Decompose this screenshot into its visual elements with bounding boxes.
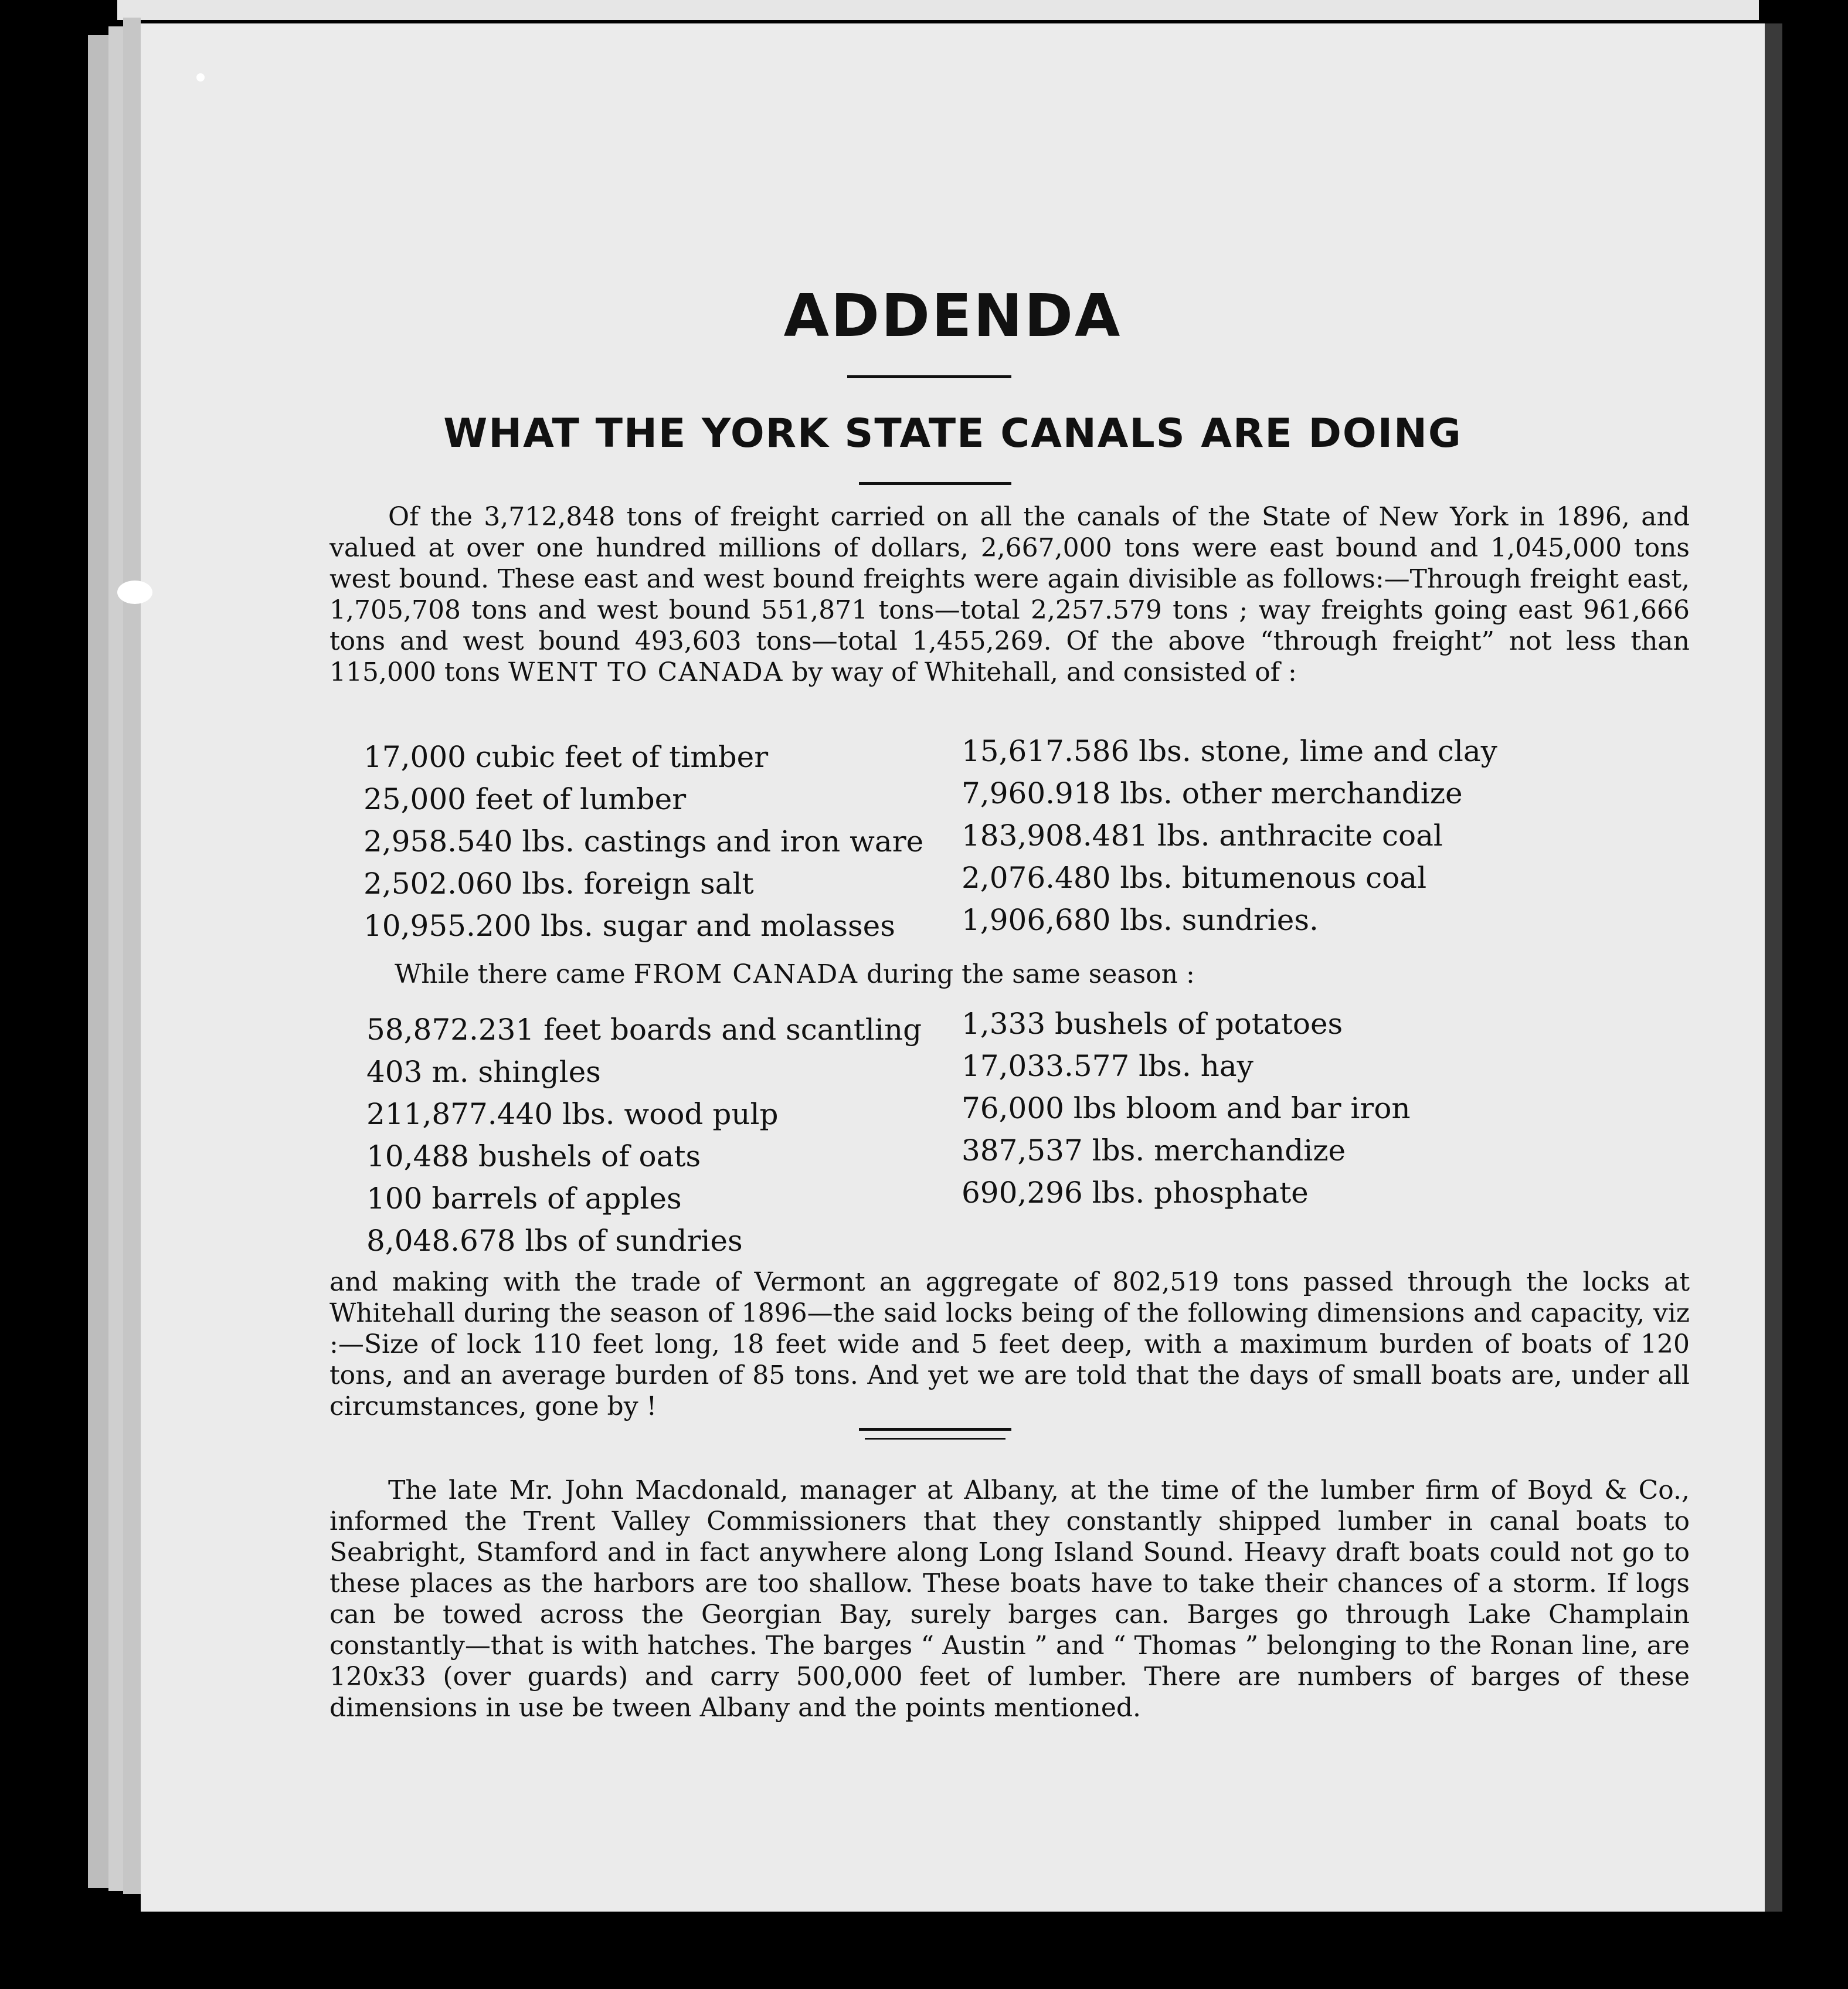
list-item: 387,537 lbs. merchandize [962, 1133, 1346, 1167]
title-divider [847, 375, 1011, 378]
to-canada-list-right [962, 730, 1497, 941]
scan-speck [196, 73, 205, 82]
list-item: 1,333 bushels of potatoes [962, 1007, 1343, 1041]
aggregate-paragraph: and making with the trade of Vermont an aggregate of 802,519 tons passed through the locks at Whitehall during the season of 1896—the said locks being of the following dimensions and capacity, viz :—Size of lock 110 feet long, 18 feet wide and 5 feet deep, with a maximum burden of boats of 120 tons, and an average burden of 85 tons. And yet we are told that the days of small boats are, under all circumstances, gone by ! [329, 1267, 1690, 1421]
lead-caps-text: FROM CANADA [633, 959, 859, 989]
intro-paragraph [329, 501, 1690, 688]
from-canada-list-right [962, 1003, 1411, 1214]
scan-speck [117, 581, 152, 604]
from-canada-list-left [366, 1009, 922, 1262]
section-divider [859, 1428, 1011, 1431]
list-item: 100 barrels of apples [366, 1182, 682, 1216]
lead-text-end: during the same season : [867, 959, 1195, 989]
list-item: 2,958.540 lbs. castings and iron ware [364, 824, 924, 858]
list-item: 10,955.200 lbs. sugar and molasses [364, 909, 895, 943]
page-stack-edge [88, 35, 111, 1888]
list-item: 2,076.480 lbs. bitumenous coal [962, 861, 1427, 895]
intro-text-end: by way of Whitehall, and consisted of : [791, 657, 1297, 687]
document-page [141, 23, 1765, 1912]
list-item: 17,000 cubic feet of timber [364, 740, 769, 774]
heading-divider [859, 482, 1011, 485]
page-stack-edge [123, 18, 141, 1894]
intro-text: Of the 3,712,848 tons of freight carried on all the canals of the State of New York in 1896, and valued at over one hundred millions of dollars, 2,667,000 tons were east bound and 1,045,000 tons west bound. These east and west bound freights were again divisible as follows:—Through freight east, 1,705,708 tons and west bound 551,871 tons—total 2,257.579 tons ; way freights going east 961,666 tons and west bound 493,603 tons—total 1,455,269. Of the above “through freight” not less than 115,000 tons [329, 502, 1690, 687]
page-top-edge [117, 0, 1759, 20]
from-canada-lead [395, 959, 1195, 990]
to-canada-list-left [364, 736, 923, 947]
list-item: 76,000 lbs bloom and bar iron [962, 1091, 1411, 1125]
list-item: 403 m. shingles [366, 1055, 601, 1089]
list-item: 211,877.440 lbs. wood pulp [366, 1097, 779, 1131]
list-item: 58,872.231 feet boards and scantling [366, 1013, 922, 1047]
list-item: 17,033.577 lbs. hay [962, 1049, 1253, 1083]
section-heading: WHAT THE YORK STATE CANALS ARE DOING [443, 410, 1462, 457]
list-item: 8,048.678 lbs of sundries [366, 1224, 743, 1258]
list-item: 10,488 bushels of oats [366, 1139, 701, 1173]
list-item: 690,296 lbs. phosphate [962, 1176, 1309, 1210]
binding-shadow [1765, 23, 1782, 1912]
list-item: 15,617.586 lbs. stone, lime and clay [962, 734, 1497, 768]
list-item: 2,502.060 lbs. foreign salt [364, 867, 754, 901]
section-divider-double [865, 1438, 1005, 1440]
macdonald-paragraph: The late Mr. John Macdonald, manager at Albany, at the time of the lumber firm of Boyd & Co., informed the Trent Valley Commissioners that they constantly shipped lumber in canal boats to Seabright, Stamford and in fact anywhere along Long Island Sound. Heavy draft boats could not go to these places as the harbors are too shallow. These boats have to take their chances of a storm. If logs can be towed across the Georgian Bay, surely barges can. Barges go through Lake Champlain constantly—that is with hatches. The barges “ Austin ” and “ Thomas ” belonging to the Ronan line, are 120x33 (over guards) and carry 500,000 feet of lumber. There are numbers of barges of these dimensions in use be tween Albany and the points mentioned. [329, 1475, 1690, 1723]
list-item: 1,906,680 lbs. sundries. [962, 903, 1319, 937]
list-item: 7,960.918 lbs. other merchandize [962, 776, 1463, 810]
page-title: ADDENDA [783, 281, 1122, 350]
intro-caps-text: WENT TO CANADA [508, 657, 784, 687]
list-item: 25,000 feet of lumber [364, 782, 687, 816]
list-item: 183,908.481 lbs. anthracite coal [962, 819, 1443, 853]
lead-text: While there came [395, 959, 626, 989]
